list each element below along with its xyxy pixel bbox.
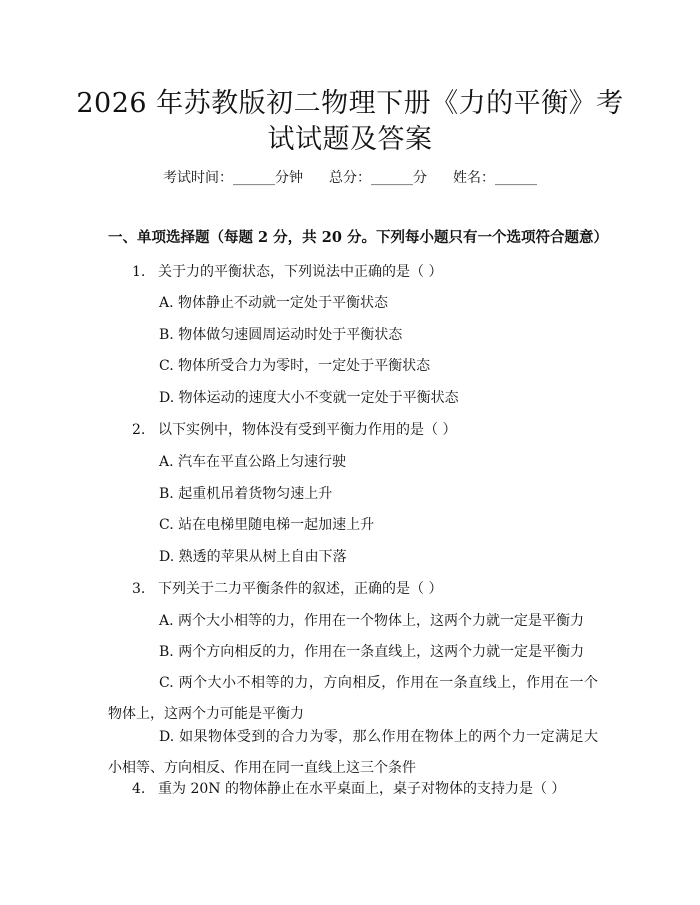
question-number: 4. [132,781,146,797]
exam-info-line [0,168,700,188]
question-text: 以下实例中，物体没有受到平衡力作用的是（ ） [158,422,457,438]
document-title-line-2: 试试题及答案 [267,124,433,155]
document-title-line-1: 2026 年苏教版初二物理下册《力的平衡》考 [76,88,624,119]
question-2-option-a: A. 汽车在平直公路上匀速行驶 [159,454,347,470]
question-3-option-b: B. 两个方向相反的力，作用在一条直线上，这两个力就一定是平衡力 [159,644,585,660]
question-2-option-d: D. 熟透的苹果从树上自由下落 [159,549,347,565]
question-text: 关于力的平衡状态，下列说法中正确的是（ ） [158,264,443,280]
question-text: 下列关于二力平衡条件的叙述，正确的是（ ） [158,581,443,597]
question-number: 3. [132,581,146,597]
section-heading-single-choice: 一、单项选择题（每题 2 分，共 20 分。下列每小题只有一个选项符合题意） [108,229,608,246]
question-text: 重为 20N 的物体静止在水平桌面上，桌子对物体的支持力是（ ） [158,781,566,797]
question-1-option-d: D. 物体运动的速度大小不变就一定处于平衡状态 [159,390,459,406]
question-3-option-a: A. 两个大小相等的力，作用在一个物体上，这两个力就一定是平衡力 [159,613,585,629]
question-2-option-b: B. 起重机吊着货物匀速上升 [159,486,333,502]
question-1 [132,262,442,282]
question-3-option-d: D. 如果物体受到的合力为零，那么作用在物体上的两个力一定满足大小相等、方向相反、作用在同一直线上这三个条件 [108,729,598,776]
question-3-option-c: C. 两个大小不相等的力，方向相反，作用在一条直线上，作用在一个物体上，这两个力可能是平衡力 [108,675,598,722]
question-2-option-c: C. 站在电梯里随电梯一起加速上升 [159,517,375,533]
question-number: 1. [132,264,146,280]
question-4 [132,779,565,799]
total-score-field: 总分：______分 [329,170,427,186]
student-name-field: 姓名：______ [453,170,537,186]
question-1-option-c: C. 物体所受合力为零时，一定处于平衡状态 [159,358,431,374]
question-1-option-a: A. 物体静止不动就一定处于平衡状态 [159,295,389,311]
question-2 [132,420,456,440]
question-3 [132,579,442,599]
question-1-option-b: B. 物体做匀速圆周运动时处于平衡状态 [159,327,403,343]
question-number: 2. [132,422,146,438]
exam-time-field: 考试时间：______分钟 [163,170,303,186]
